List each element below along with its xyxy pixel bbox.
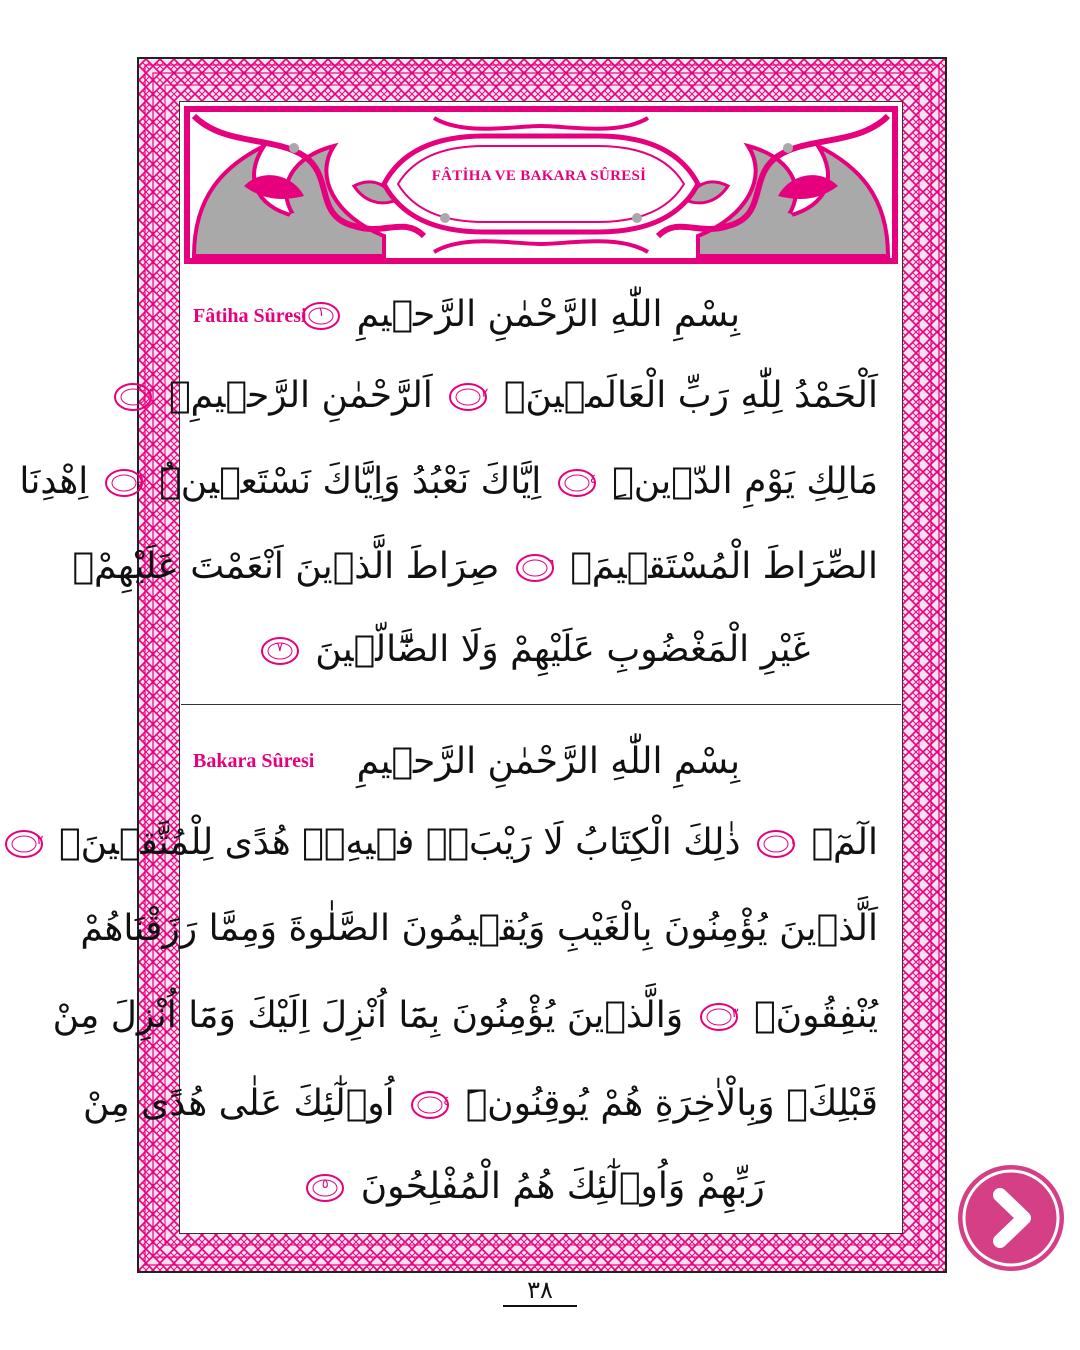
ayah-marker: ٥ bbox=[104, 468, 144, 498]
chevron-right-icon bbox=[958, 1165, 1064, 1271]
ayah-marker: ٧ bbox=[260, 636, 300, 666]
next-page-button[interactable] bbox=[958, 1165, 1064, 1271]
ayah-marker: ٤ bbox=[557, 468, 597, 498]
fatiha-basmala-line bbox=[317, 294, 740, 335]
bakara-line-3: يُنْفِقُونَۙ ٣ وَالَّذ۪ينَ يُؤْمِنُونَ بِمَٓا اُنْزِلَ اِلَيْكَ وَمَٓا اُنْزِلَ مِنْ bbox=[52, 995, 878, 1036]
header-ornament-banner bbox=[184, 106, 898, 264]
ayah-marker: ٣ bbox=[699, 1002, 739, 1032]
fatiha-line-3: الصِّرَاطَ الْمُسْتَق۪يمَۙ ٦ صِرَاطَ الَّذ۪ينَ اَنْعَمْتَ عَلَيْهِمْۙ bbox=[72, 546, 878, 587]
surah-label-fatiha: Fâtiha Sûresi bbox=[193, 305, 307, 327]
ayah-marker: ٢ bbox=[448, 382, 488, 412]
fatiha-line-2: مَالِكِ يَوْمِ الدّ۪ينِۜ ٤ اِيَّاكَ نَعْبُدُ وَاِيَّاكَ نَسْتَع۪ينُۜ ٥ اِهْدِنَا bbox=[19, 461, 878, 502]
fatiha-line-4: غَيْرِ الْمَغْضُوبِ عَلَيْهِمْ وَلَا الضَّٓالّ۪ينَ ٧ bbox=[188, 629, 878, 670]
bakara-line-2: اَلَّذ۪ينَ يُؤْمِنُونَ بِالْغَيْبِ وَيُق۪يمُونَ الصَّلٰوةَ وَمِمَّا رَزَقْنَاهُمْ bbox=[80, 908, 878, 949]
ayah-marker: ٣ bbox=[113, 382, 153, 412]
page-number-underline bbox=[503, 1305, 577, 1307]
ayah-marker: ١ bbox=[756, 829, 796, 859]
ayah-marker: ١ bbox=[301, 301, 341, 331]
bakara-line-5: رَبِّهِمْ وَاُو۬لٰٓئِكَ هُمُ الْمُفْلِحُونَ ٥ bbox=[188, 1166, 878, 1207]
page-number: ٣٨ bbox=[527, 1276, 553, 1304]
basmala-text: بِسْمِ اللّٰهِ الرَّحْمٰنِ الرَّح۪يمِ bbox=[356, 741, 740, 782]
fatiha-line-1: اَلْحَمْدُ لِلّٰهِ رَبِّ الْعَالَم۪ينَۙ ٢ اَلرَّحْمٰنِ الرَّح۪يمِۙ ٣ bbox=[188, 375, 878, 416]
surah-label-bakara: Bakara Sûresi bbox=[193, 750, 315, 772]
ayah-marker: ٥ bbox=[305, 1173, 345, 1203]
page-title: FÂTİHA VE BAKARA SÛRESİ bbox=[431, 168, 647, 184]
section-divider bbox=[181, 704, 901, 705]
bakara-line-4: قَبْلِكَۚ وَبِالْاٰخِرَةِ هُمْ يُوقِنُونَۜ ٤ اُو۬لٰٓئِكَ عَلٰى هُدًى مِنْ bbox=[83, 1083, 878, 1124]
bakara-line-1: الٓمٓۚ ١ ذٰلِكَ الْكِتَابُ لَا رَيْبَۚۛ ف۪يهِۚۛ هُدًى لِلْمُتَّق۪ينَۙ ٢ bbox=[188, 822, 878, 863]
basmala-text: بِسْمِ اللّٰهِ الرَّحْمٰنِ الرَّح۪يمِ bbox=[356, 294, 740, 335]
ayah-marker: ٦ bbox=[515, 553, 555, 583]
bakara-basmala-line bbox=[356, 741, 740, 782]
ayah-marker: ٤ bbox=[410, 1090, 450, 1120]
ayah-marker: ٢ bbox=[4, 829, 44, 859]
